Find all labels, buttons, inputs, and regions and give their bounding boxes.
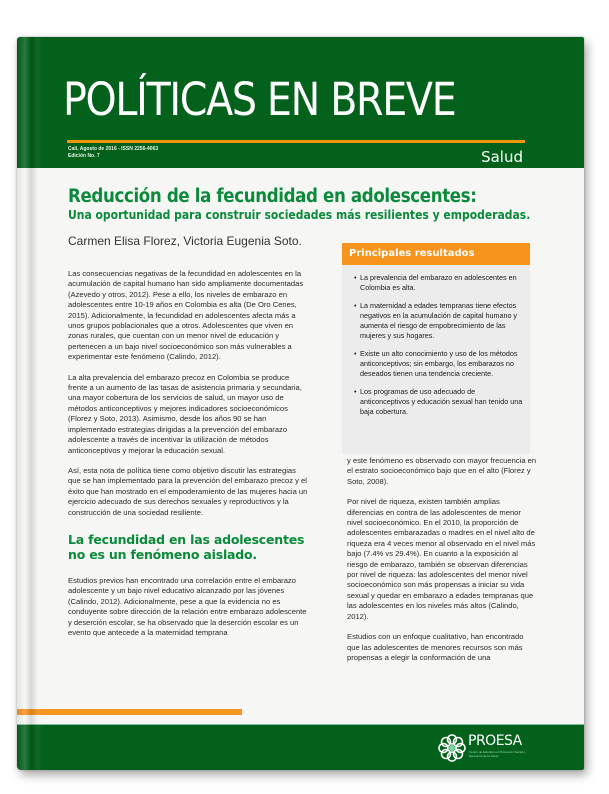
publication-title: POLÍTICAS EN BREVE bbox=[63, 73, 456, 126]
body-paragraph: Así, esta nota de política tiene como objetivo discutir las estrategias que se han implementado para la prevención del embarazo precoz y el éxito que han mostrado en el empoderamiento de las mujeres hacia un ejercicio adecuado de sus derechos sexuales y reproductivos y la construcción de una sociedad resiliente. bbox=[68, 465, 308, 517]
issue-info bbox=[68, 146, 158, 160]
right-column bbox=[347, 456, 537, 673]
key-results-box bbox=[342, 243, 530, 454]
key-result-item bbox=[354, 349, 524, 380]
body-paragraph: Las consecuencias negativas de la fecundidad en adolescentes en la acumulación de capital humano han sido ampliamente documentadas (Azevedo y otros, 2012). Pese a ello, los niveles de embarazo en adolescentes entre 10-19 años en Colombia es alta (De Oro Cenes, 2015). Adicionalmente, la fecundidad en adolescentes afecta más a unos grupos poblacionales que a otros. Adolescentes que viven en zonas rurales, que cuentan con un menor nivel de educación y pertenecen a un bajo nivel socioeconómico son más vulnerables a experimentar este fenómeno (Calindo, 2012). bbox=[68, 269, 304, 362]
section-heading: La fecundidad en las adolescentes no es un fenómeno aislado. bbox=[68, 531, 305, 562]
bullet-icon: • bbox=[354, 348, 357, 358]
body-paragraph: y este fenómeno es observado con mayor frecuencia en el estrato socioeconómico bajo que en el alto (Florez y Soto, 2008). bbox=[347, 456, 537, 486]
key-results-list bbox=[342, 265, 530, 418]
key-result-text: La maternidad a edades tempranas tiene efectos negativos en la acumulación de capital humano y aumenta el riesgo de empobrecimiento de las mujeres y sus hogares. bbox=[360, 300, 518, 341]
section-label: Salud bbox=[481, 148, 523, 166]
key-result-text: Existe un alto conocimiento y uso de los métodos anticonceptivos; sin embargo, los embarazos no deseados tienen una tendencia creciente. bbox=[360, 348, 518, 379]
bullet-icon: • bbox=[354, 300, 357, 310]
flower-knot-icon bbox=[437, 733, 467, 763]
key-result-item bbox=[354, 387, 524, 418]
key-result-item bbox=[354, 301, 524, 342]
masthead-rule bbox=[67, 140, 525, 143]
key-results-heading: Principales resultados bbox=[342, 243, 530, 265]
footer-accent-bar bbox=[17, 709, 242, 715]
brochure-page bbox=[17, 37, 584, 770]
issue-date-issn: Cali, Agosto de 2016 - ISSN 2256-4063 bbox=[68, 146, 159, 152]
body-paragraph: La alta prevalencia del embarazo precoz en Colombia se produce frente a un aumento de las tasas de asistencia primaria y secundaria, una mayor cobertura de los servicios de salud, un mayor uso de métodos anticonceptivos y mejores indicadores socioeconómicos (Florez y Soto, 2013). Asimismo, desde los años 90 se han implementado estrategias dirigidas a la prevención del embarazo adolescente a través de incentivar la utilización de métodos anticonceptivos y mejorar la educación sexual. bbox=[68, 372, 302, 455]
article-subtitle: Una oportunidad para construir sociedades más resilientes y empoderadas. bbox=[68, 208, 531, 222]
issue-number: Edición No. 7 bbox=[68, 153, 100, 159]
bullet-icon: • bbox=[354, 386, 357, 396]
key-result-text: Los programas de uso adecuado de anticonceptivos y educación sexual han tenido una baja cobertura. bbox=[360, 386, 523, 417]
body-paragraph: Por nivel de riqueza, existen también amplias diferencias en contra de las adolescentes de menor nivel socioeconómico. En el 2010, la proporción de adolescentes embarazadas o madres en el nivel alto de riqueza era 4 veces menor al observado en el nivel más bajo (7.4% vs 29.4%). En cuanto a la exposición al riesgo de embarazo, también se observan diferencias por nivel de riqueza: las adolescentes del menor nivel socioeconómico son más propensas a iniciar su vida sexual y quedar en embarazo a edades tempranas que las adolescentes en los niveles más altos (Calindo, 2012). bbox=[347, 497, 536, 621]
logo-subtitle: Centro de Estudios en Protección Social y Economía de la Salud bbox=[469, 750, 526, 758]
key-result-text: La prevalencia del embarazo en adolescentes en Colombia es alta. bbox=[360, 273, 517, 293]
left-column bbox=[68, 269, 308, 648]
article-title: Reducción de la fecundidad en adolescentes: bbox=[68, 186, 477, 207]
bullet-icon: • bbox=[354, 273, 357, 282]
footer-band bbox=[17, 724, 584, 770]
masthead-band bbox=[17, 37, 584, 168]
body-paragraph: Estudios con un enfoque cualitativo, han encontrado que las adolescentes de menores recursos son más propensas a elegir la conformación de una bbox=[347, 632, 524, 662]
article-authors: Carmen Elisa Florez, Victoria Eugenia Soto. bbox=[68, 234, 302, 248]
key-result-item bbox=[354, 273, 524, 294]
body-paragraph: Estudios previos han encontrado una correlación entre el embarazo adolescente y un bajo nivel educativo alcanzado por las jóvenes (Calindo, 2012). Adicionalmente, pese a que la evidencia no es conduyente sobre dirección de la relación entre embarazo adolescente y deserción escolar, se ha observado que la deserción escolar es un evento que antecede a la maternidad temprana bbox=[68, 575, 307, 637]
proesa-logo bbox=[437, 733, 537, 765]
logo-wordmark: PROESA bbox=[468, 733, 522, 749]
